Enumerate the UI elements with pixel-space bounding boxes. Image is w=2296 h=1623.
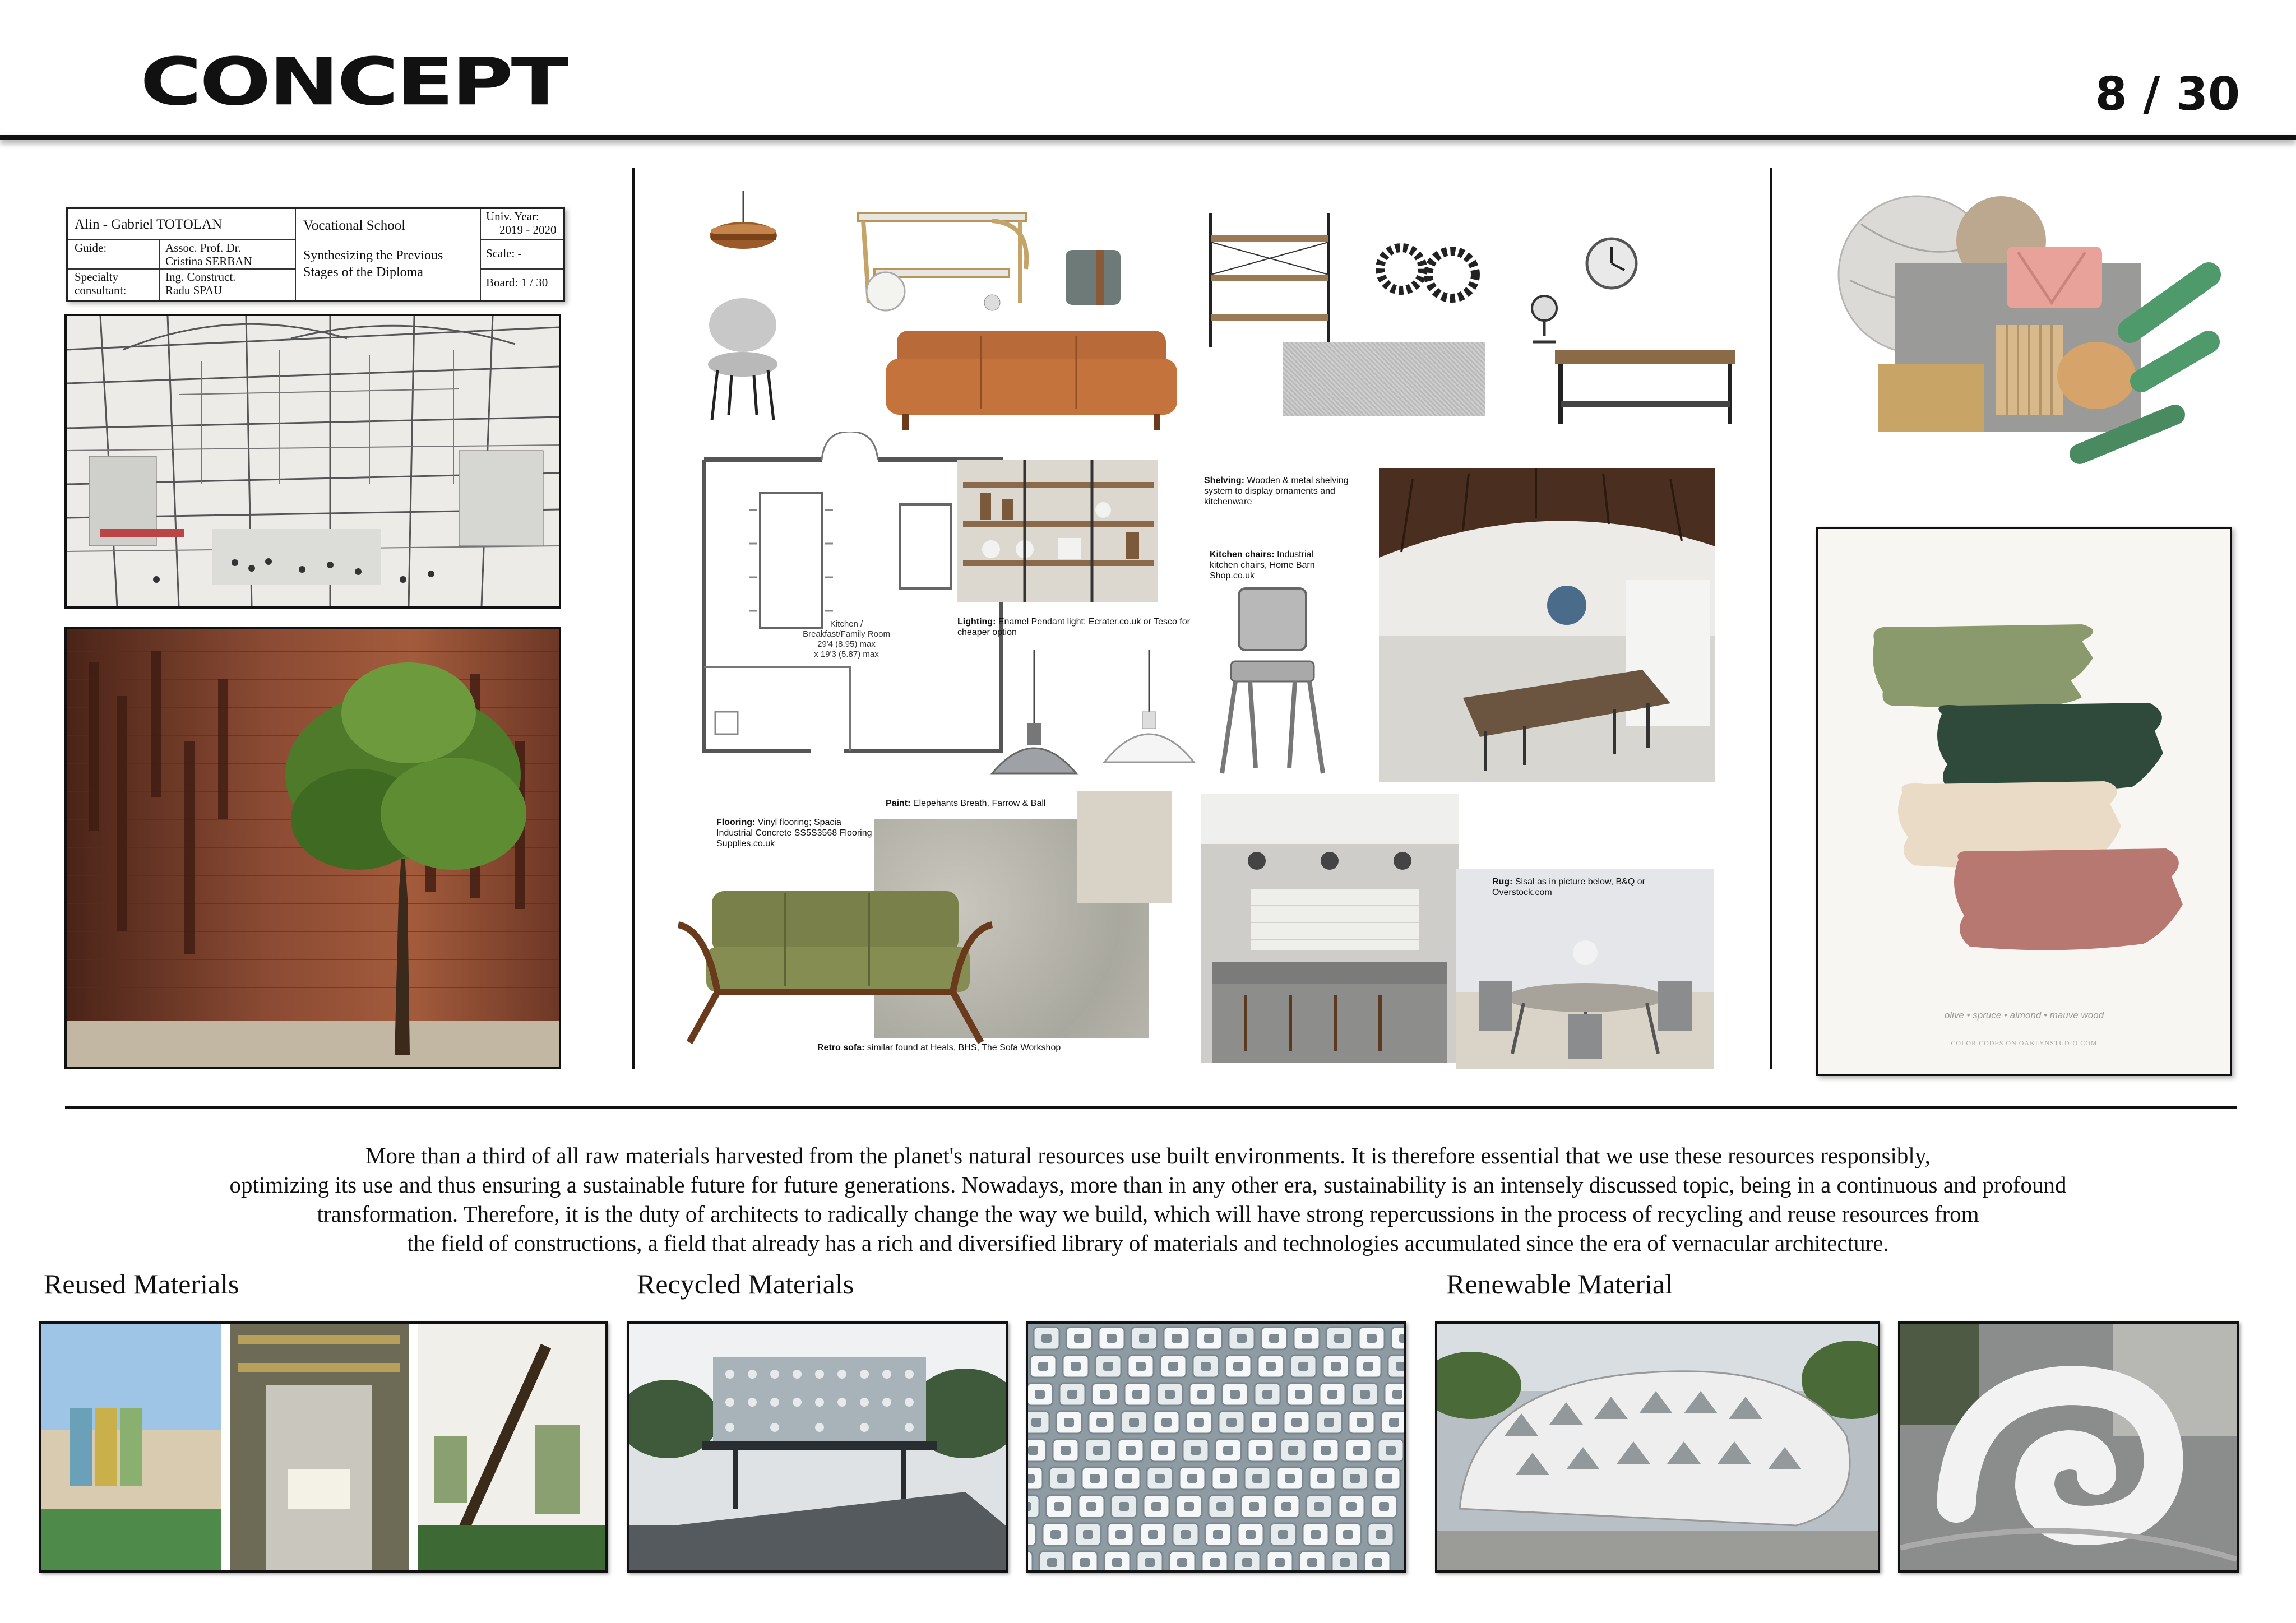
renewable-pavilion-aerial bbox=[1898, 1321, 2239, 1573]
bar-cart-image bbox=[852, 207, 1037, 319]
project-title-2: Stages of the Diploma bbox=[303, 265, 423, 280]
left-column-divider bbox=[632, 168, 635, 1069]
metal-shelf-image bbox=[1205, 213, 1334, 347]
board-cell: Board: 1 / 30 bbox=[486, 276, 548, 289]
industrial-interior-sketch bbox=[64, 314, 561, 609]
specialty-label-1: Specialty bbox=[75, 270, 119, 284]
specialty-label-2: consultant: bbox=[75, 284, 127, 297]
renewable-pavilion-photo bbox=[1435, 1321, 1880, 1573]
plan-label-1: Kitchen / bbox=[830, 619, 863, 629]
right-column-divider bbox=[1770, 168, 1772, 1069]
paint-note-label: Paint: bbox=[886, 799, 911, 808]
concept-description bbox=[56, 1141, 2240, 1258]
paint-swatch bbox=[1077, 791, 1172, 903]
recycled-materials-heading: Recycled Materials bbox=[637, 1268, 854, 1300]
page-title: CONCEPT bbox=[140, 44, 566, 120]
palette-color-names: olive • spruce • almond • mauve wood bbox=[1944, 1010, 2104, 1021]
recycled-pavilion-photo bbox=[627, 1321, 1008, 1573]
description-line-4: the field of constructions, a field that already has a rich and diversified library of materials and technologies accumulated since the era of vernacular architecture. bbox=[407, 1230, 1889, 1256]
industrial-kitchen-photo bbox=[1201, 794, 1459, 1063]
brick-courtyard-photo bbox=[64, 627, 561, 1069]
material-samples-image bbox=[1816, 191, 2242, 482]
guide-label: Guide: bbox=[75, 241, 107, 254]
sofa-note-label: Retro sofa: bbox=[817, 1043, 865, 1052]
specialty-value-2: Radu SPAU bbox=[165, 284, 223, 297]
page-number: 8 / 30 bbox=[2095, 68, 2240, 121]
cushion-image bbox=[1062, 247, 1124, 308]
reused-materials-photos bbox=[39, 1321, 608, 1573]
content-divider bbox=[65, 1106, 2237, 1109]
shelving-note-label: Shelving: bbox=[1204, 476, 1245, 485]
palette-swatch bbox=[1954, 848, 2183, 950]
enamel-pendant-lights bbox=[975, 650, 1211, 785]
metal-chair-image bbox=[1211, 583, 1334, 779]
school-name: Vocational School bbox=[303, 218, 406, 233]
header-divider bbox=[0, 135, 2296, 140]
specialty-value-1: Ing. Construct. bbox=[165, 270, 236, 284]
description-line-3: transformation. Therefore, it is the duty of architects to radically change the way we build, which will have strong repercussions in the process of recycling and reuse resources from bbox=[317, 1201, 1979, 1227]
rug-note-label: Rug: bbox=[1492, 877, 1513, 887]
plan-label-3: 29'4 (8.95) max bbox=[817, 639, 876, 649]
author-name: Alin - Gabriel TOTOLAN bbox=[75, 217, 223, 232]
guide-value-1: Assoc. Prof. Dr. bbox=[165, 241, 241, 254]
univ-year-value: 2019 - 2020 bbox=[499, 223, 557, 237]
palette-swatch bbox=[1873, 624, 2093, 708]
color-palette-card bbox=[1816, 527, 2232, 1076]
plan-label-2: Breakfast/Family Room bbox=[803, 629, 890, 639]
scale-cell: Scale: - bbox=[486, 247, 522, 260]
chairs-note-label: Kitchen chairs: bbox=[1210, 550, 1275, 559]
palette-color-codes: COLOR CODES ON OAKLYNSTUDIO.COM bbox=[1951, 1039, 2098, 1047]
dining-room-photo bbox=[1456, 869, 1714, 1069]
lighting-note-text: Enamel Pendant light: Ecrater.co.uk or Tesco for cheaper option bbox=[957, 617, 1190, 638]
shelving-note-text: Wooden & metal shelving system to display ornaments and kitchenware bbox=[1204, 476, 1349, 507]
upholstered-chair-image bbox=[701, 291, 785, 420]
palette-swatch bbox=[1937, 703, 2163, 793]
rug-note-text: Sisal as in picture below, B&Q or Overstock.com bbox=[1492, 877, 1645, 898]
plan-label-4: x 19'3 (5.87) max bbox=[814, 650, 879, 659]
retro-sofa-image bbox=[673, 880, 998, 1048]
flooring-note-label: Flooring: bbox=[716, 818, 756, 827]
wall-clock-image bbox=[1575, 235, 1648, 291]
title-block-table bbox=[66, 207, 565, 302]
flooring-note-text: Vinyl flooring; Spacia Industrial Concrete SS5S3568 Flooring Supplies.co.uk bbox=[716, 818, 872, 849]
loft-dining-photo bbox=[1379, 468, 1715, 782]
lighting-note-label: Lighting: bbox=[957, 617, 996, 627]
univ-year-label: Univ. Year: bbox=[486, 210, 539, 223]
description-line-1: More than a third of all raw materials harvested from the planet's natural resources use built environments. It is therefore essential that we use these resources responsibly, bbox=[365, 1143, 1931, 1168]
chairs-note-text: Industrial kitchen chairs, Home Barn Shop.co.uk bbox=[1210, 550, 1315, 581]
coffee-table-image bbox=[1553, 347, 1738, 426]
interior-moodboard bbox=[650, 168, 1749, 1087]
project-title-1: Synthesizing the Previous bbox=[303, 248, 443, 263]
pendant-lamp-image bbox=[704, 191, 783, 263]
reused-materials-heading: Reused Materials bbox=[44, 1268, 239, 1300]
paint-note-text: Elepehants Breath, Farrow & Ball bbox=[910, 799, 1046, 808]
gears-decor-image bbox=[1373, 241, 1485, 303]
table-clock-image bbox=[1525, 286, 1564, 347]
kitchen-shelving-photo bbox=[957, 460, 1158, 602]
leather-sofa-image bbox=[886, 325, 1177, 432]
guide-value-2: Cristina SERBAN bbox=[165, 254, 252, 268]
fabric-swatch-image bbox=[1283, 342, 1485, 416]
sofa-note-text: similar found at Heals, BHS, The Sofa Workshop bbox=[864, 1043, 1061, 1052]
recycled-facade-closeup bbox=[1026, 1321, 1406, 1573]
paint-stroke-palette bbox=[1818, 529, 2230, 1074]
description-line-2: optimizing its use and thus ensuring a sustainable future for future generations. Nowadays, more than in any other era, sustainability is an intensely discussed topic, being in a continuous and profound bbox=[229, 1172, 2067, 1198]
renewable-material-heading: Renewable Material bbox=[1446, 1268, 1673, 1300]
